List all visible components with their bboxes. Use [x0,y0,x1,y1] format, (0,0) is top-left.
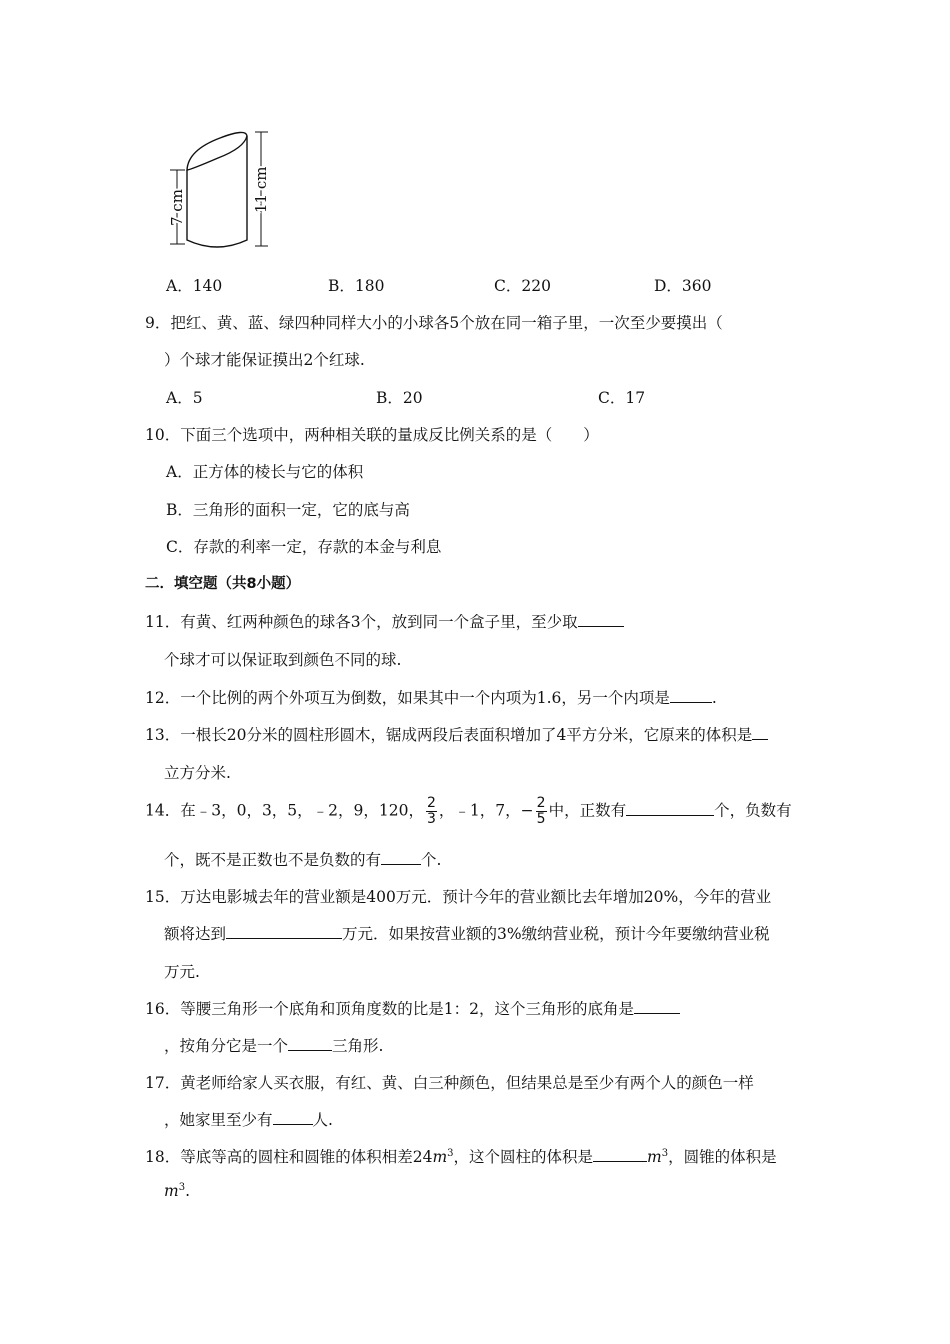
q16-line1 [145,997,680,1019]
q9-line1: 9．把红、黄、蓝、绿四种同样大小的小球各5个放在同一箱子里，一次至少要摸出（ [145,314,723,332]
q14-text-a: 14．在﹣3，0，3，5，﹣2，9，120， [145,801,424,820]
q18-unit-3: m [164,1182,179,1201]
q15-text-b: 额将达到 [164,925,227,943]
q17-text-c: 人. [312,1111,333,1129]
q11-blank[interactable] [578,611,624,627]
q18-line1 [145,1145,777,1167]
q9-option-a: A．5 [166,389,203,407]
q18-exp-2: 3 [661,1147,669,1159]
q11-line1 [145,610,624,632]
figure-label-left: 7 cm [168,189,186,226]
q10-option-c: C．存款的利率一定，存款的本金与利息 [166,538,442,556]
q16-line2 [164,1034,383,1056]
q14-text-d: 个，负数有 [714,801,792,820]
q16-text-b: ，按角分它是一个 [164,1037,289,1055]
q14-text-f: 个. [421,851,442,869]
q17-line2 [164,1108,333,1130]
q18-exp-3: 3 [178,1182,186,1193]
q18-text-b: ，这个圆柱的体积是 [453,1148,594,1166]
q16-text-a: 16．等腰三角形一个底角和顶角度数的比是1：2，这个三角形的底角是 [145,1000,634,1018]
q15-line1: 15．万达电影城去年的营业额是400万元．预计今年的营业额比去年增加20%，今年的营业 [145,888,772,906]
q18-text-c: ，圆锥的体积是 [668,1148,777,1166]
q18-unit-1: m [432,1148,448,1166]
figure-label-right: 11 cm [252,166,270,213]
q9-option-c: C．17 [598,389,646,407]
q13-text-a: 13．一根长20分米的圆柱形圆木，锯成两段后表面积增加了4平方分米，它原来的体积是 [145,726,753,744]
q13-line2: 立方分米. [164,764,231,782]
q10-stem: 10．下面三个选项中，两种相关联的量成反比例关系的是（ ） [145,426,599,444]
q14-fraction-1 [426,796,437,827]
q15-line3: 万元. [164,963,200,981]
q11-text-a: 11．有黄、红两种颜色的球各3个，放到同一个盒子里，至少取 [145,613,578,631]
q15-line2 [164,922,770,944]
q8-option-c: C．220 [494,277,551,295]
section-title: 二．填空题（共8小题） [145,576,301,592]
q16-blank-type[interactable] [288,1035,332,1051]
q14-line2 [164,848,441,870]
q9-line2: ）个球才能保证摸出2个红球. [164,351,365,369]
cylinder-figure [160,128,280,253]
q16-blank-angle[interactable] [634,998,680,1014]
q12-line [145,686,717,708]
q14-text-c: 中，正数有 [548,801,627,820]
q14-text-b: ，﹣1，7， [438,801,521,820]
q13-line1 [145,723,768,745]
q18-exp-1: 3 [447,1147,454,1159]
q14-fraction-2 [536,796,547,827]
q18-text-a: 18．等底等高的圆柱和圆锥的体积相差24 [145,1148,433,1166]
q8-option-b: B．180 [328,277,385,295]
q8-option-a: A．140 [166,277,223,295]
q18-unit-2: m [647,1148,662,1166]
q14-blank-positive[interactable] [626,800,714,816]
q15-text-c: 万元．如果按营业额的3%缴纳营业税，预计今年要缴纳营业税 [342,925,770,943]
q14-line1 [145,796,792,827]
q17-line1: 17．黄老师给家人买衣服，有红、黄、白三种颜色，但结果总是至少有两个人的颜色一样 [145,1074,754,1092]
q14-frac2-numerator: 2 [536,795,546,811]
q18-blank-cylinder[interactable] [593,1146,647,1162]
q18-line2 [164,1182,190,1200]
q10-option-a: A．正方体的棱长与它的体积 [166,463,364,481]
q16-text-c: 三角形. [332,1037,384,1055]
q9-option-b: B．20 [376,389,423,407]
q10-option-b: B．三角形的面积一定，它的底与高 [166,501,410,519]
q14-frac2-sign: − [520,801,534,820]
q8-option-d: D．360 [654,277,712,295]
q14-text-e: 个，既不是正数也不是负数的有 [164,851,382,869]
q14-frac2-denominator: 5 [536,811,546,827]
q15-blank-revenue[interactable] [226,923,342,939]
q14-frac1-denominator: 3 [426,811,436,827]
q14-blank-zero[interactable] [381,849,421,865]
q13-blank[interactable] [752,724,768,740]
q12-text-b: . [711,689,717,707]
q12-blank[interactable] [670,687,712,703]
q14-frac1-numerator: 2 [426,795,436,811]
q18-text-d: . [185,1182,191,1201]
q12-text-a: 12．一个比例的两个外项互为倒数，如果其中一个内项为1.6，另一个内项是 [145,689,670,707]
q17-text-b: ，她家里至少有 [164,1111,273,1129]
q17-blank[interactable] [273,1109,313,1125]
q11-line2: 个球才可以保证取到颜色不同的球. [164,651,402,669]
